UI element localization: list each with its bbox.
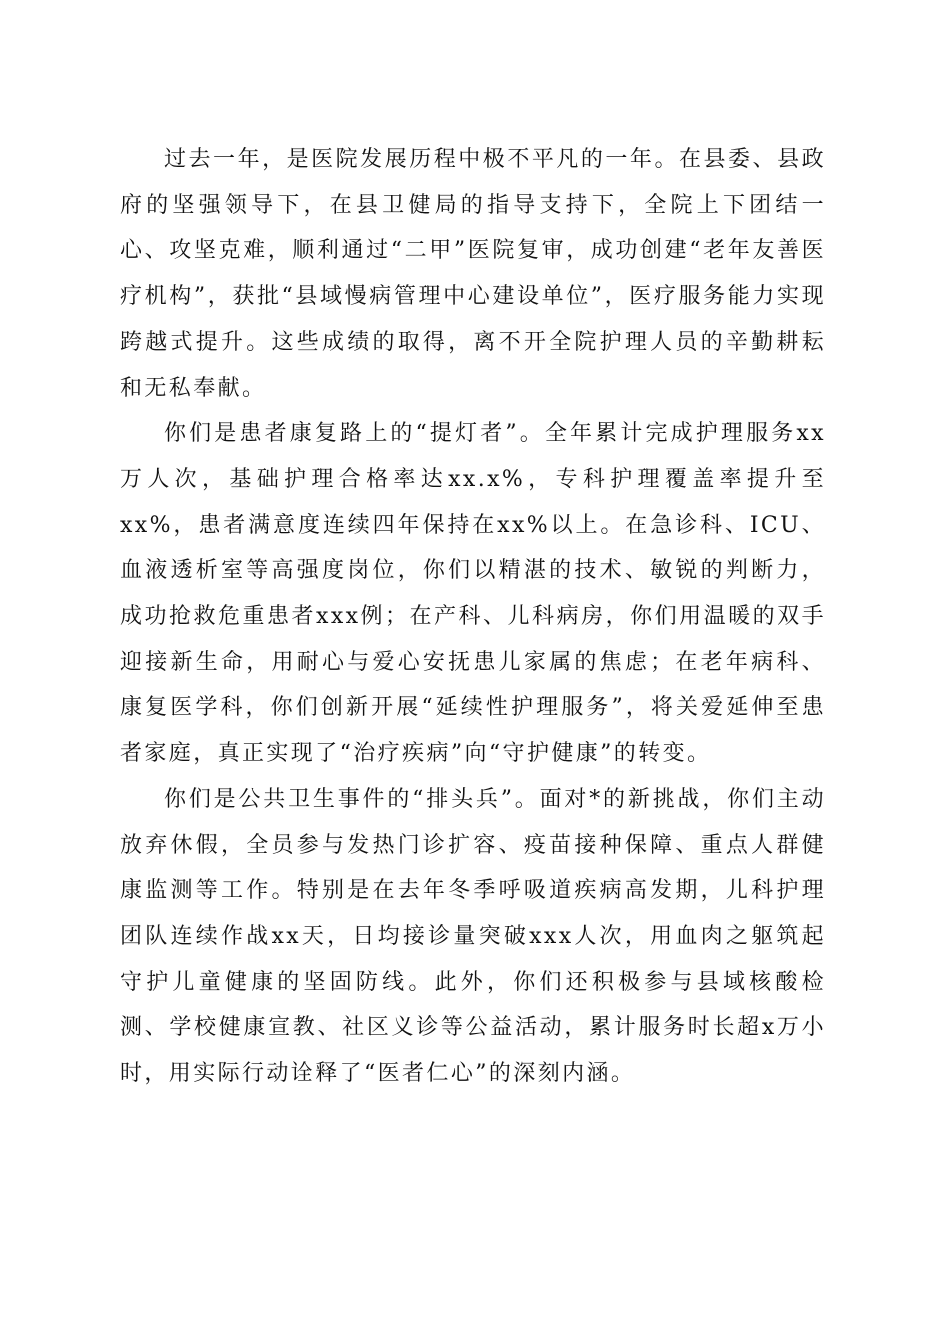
paragraph-lamp-bearers: 你们是患者康复路上的“提灯者”。全年累计完成护理服务xx万人次，基础护理合格率达xx.x%，专科护理覆盖率提升至xx%，患者满意度连续四年保持在xx%以上。在急诊科、ICU、血液透析室等高强度岗位，你们以精湛的技术、敏锐的判断力，成功抢救危重患者xxx例；在产科、儿科病房，你们用温暖的双手迎接新生命，用耐心与爱心安抚患儿家属的焦虑；在老年病科、康复医学科，你们创新开展“延续性护理服务”，将关爱延伸至患者家庭，真正实现了“治疗疾病”向“守护健康”的转变。 bbox=[120, 421, 826, 767]
paragraph-achievements: 过去一年，是医院发展历程中极不平凡的一年。在县委、县政府的坚强领导下，在县卫健局的指导支持下，全院上下团结一心、攻坚克难，顺利通过“二甲”医院复审，成功创建“老年友善医疗机构”，获批“县域慢病管理中心建设单位”，医疗服务能力实现跨越式提升。这些成绩的取得，离不开全院护理人员的辛勤耕耘和无私奉献。 bbox=[120, 147, 826, 401]
paragraph-public-health: 你们是公共卫生事件的“排头兵”。面对*的新挑战，你们主动放弃休假，全员参与发热门诊扩容、疫苗接种保障、重点人群健康监测等工作。特别是在去年冬季呼吸道疾病高发期，儿科护理团队连续作战xx天，日均接诊量突破xxx人次，用血肉之躯筑起守护儿童健康的坚固防线。此外，你们还积极参与县域核酸检测、学校健康宣教、社区义诊等公益活动，累计服务时长超x万小时，用实际行动诠释了“医者仁心”的深刻内涵。 bbox=[120, 786, 826, 1087]
document-body bbox=[120, 137, 826, 1097]
